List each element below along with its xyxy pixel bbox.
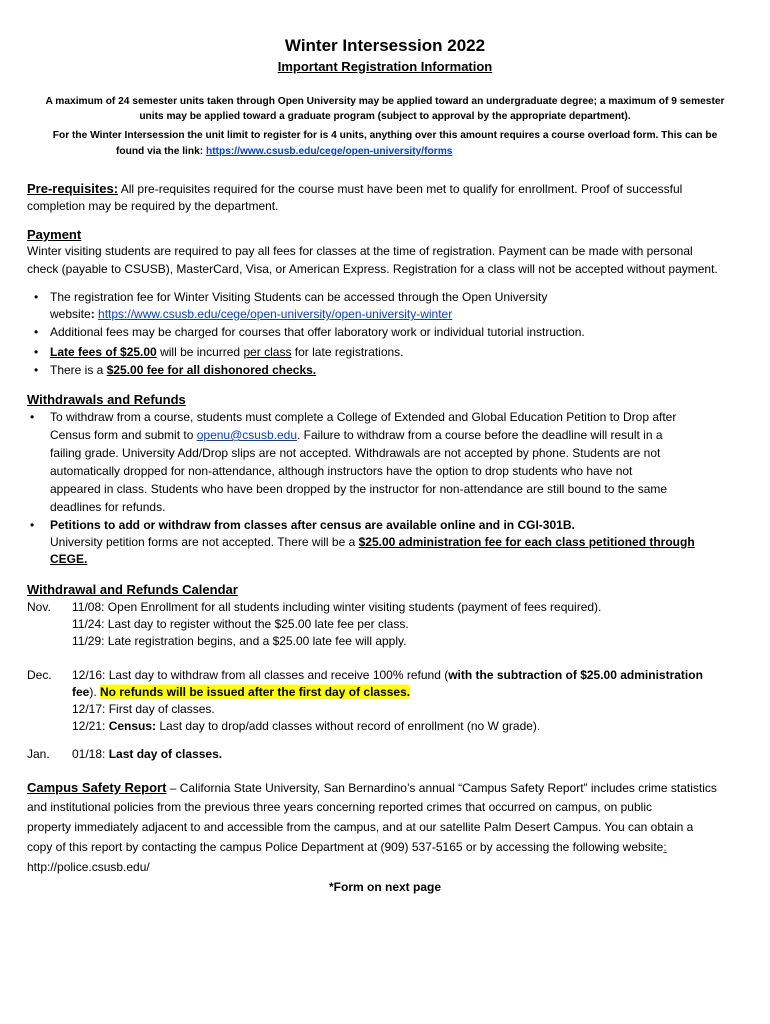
late-fee-end: for late registrations. <box>291 345 404 359</box>
payment-line1: Winter visiting students are required to pay all fees for classes at the time of registration. Payment can be made with personal <box>27 244 693 258</box>
bullet-icon: • <box>34 290 39 304</box>
petition-line1: Petitions to add or withdraw from classes after census are available online and in CGI-301B. <box>50 518 575 532</box>
payment-bullet4 <box>50 363 316 377</box>
safety-line3: property immediately adjacent to and accessible from the campus, and at our satellite Palm Desert Campus. You can obtain a <box>27 820 694 834</box>
safety-line2: and institutional policies from the previous three years concerning reported crimes that occurred on campus, on public <box>27 800 652 814</box>
late-fee-text: will be incurred <box>156 345 244 359</box>
jan-item-1-date: 01/18: <box>72 747 109 761</box>
last-day-classes: Last day of classes. <box>108 747 223 761</box>
per-class-text: per class <box>243 345 292 359</box>
census-label: Census: <box>108 719 157 733</box>
calendar-heading: Withdrawal and Refunds Calendar <box>27 582 238 597</box>
dec-item-1-text: 12/16: Last day to withdraw from all classes and receive 100% refund ( <box>72 668 449 682</box>
prereq-line1 <box>27 181 682 196</box>
no-refunds-notice: No refunds will be issued after the first day of classes. <box>100 685 411 699</box>
month-nov: Nov. <box>27 600 51 614</box>
nov-item-1: 11/08: Open Enrollment for all students including winter visiting students (payment of fees required). <box>72 600 602 614</box>
withdraw-line2 <box>50 428 663 442</box>
website-colon: : <box>90 307 99 321</box>
bullet-icon: • <box>34 325 39 339</box>
website-label: website <box>50 307 91 321</box>
bullet-icon: • <box>30 410 35 424</box>
openu-email-link[interactable]: openu@csusb.edu <box>196 428 297 442</box>
winter-info-link[interactable]: https://www.csusb.edu/cege/open-university/open-university-winter <box>98 307 453 321</box>
intro-limit-text: found via the link: <box>116 146 206 157</box>
fee-punct: ). <box>89 685 101 699</box>
month-jan: Jan. <box>27 747 50 761</box>
dec-item-2: 12/17: First day of classes. <box>72 702 215 716</box>
dec-item-3-date: 12/21: <box>72 719 109 733</box>
fee-word: fee <box>72 685 90 699</box>
bullet-icon: • <box>34 345 39 359</box>
admin-fee-text: $25.00 administration fee for each class petitioned through <box>358 535 695 549</box>
withdraw-line4: automatically dropped for non-attendance, although instructors have the option to drop students who have not <box>50 464 633 478</box>
prereq-heading: Pre-requisites: <box>27 181 119 196</box>
payment-bullet3 <box>50 345 404 359</box>
bullet-icon: • <box>34 363 39 377</box>
payment-bullet1-line2 <box>50 307 452 321</box>
bullet-icon: • <box>30 518 35 532</box>
payment-heading: Payment <box>27 227 82 242</box>
withdraw-line5: appeared in class. Students who have been dropped by the instructor for non-attendance are still bound to the same <box>50 482 668 496</box>
check-fee-amount: $25.00 fee for all dishonored checks. <box>106 363 317 377</box>
dec-item-3-text: Last day to drop/add classes without record of enrollment (no W grade). <box>156 719 541 733</box>
page-title: Winter Intersession 2022 <box>284 36 486 55</box>
withdraw-line1: To withdraw from a course, students must complete a College of Extended and Global Education Petition to Drop after <box>50 410 677 424</box>
police-url: http://police.csusb.edu/ <box>27 860 150 874</box>
safety-line4-text: copy of this report by contacting the campus Police Department at (909) 537-5165 or by accessing the following website <box>27 840 664 854</box>
dec-item-1-bold: with the subtraction of $25.00 administration <box>448 668 703 682</box>
forms-link[interactable]: https://www.csusb.edu/cege/open-university/forms <box>206 146 453 157</box>
dec-item-1-cont <box>72 685 410 699</box>
page-subtitle: Important Registration Information <box>277 59 493 74</box>
withdraw-line3: failing grade. University Add/Drop slips are not accepted. Withdrawals are not accepted by phone. Students are not <box>50 446 661 460</box>
jan-item-1 <box>72 747 222 761</box>
petition-line2 <box>50 535 695 549</box>
intro-units-line2: units may be applied toward a graduate program (subject to approval by the appropriate department). <box>139 111 631 122</box>
intro-units-line1: A maximum of 24 semester units taken through Open University may be applied toward an undergraduate degree; a maximum of 9 semester <box>45 96 725 107</box>
withdraw-line2-end: . Failure to withdraw from a course before the deadline will result in a <box>297 428 663 442</box>
late-fee-amount: Late fees of $25.00 <box>50 345 157 359</box>
payment-bullet1-line1: The registration fee for Winter Visiting Students can be accessed through the Open University <box>50 290 548 304</box>
prereq-line2: completion may be required by the department. <box>27 199 279 213</box>
safety-line4 <box>27 840 667 854</box>
nov-item-3: 11/29: Late registration begins, and a $25.00 late fee will apply. <box>72 634 407 648</box>
withdraw-line6: deadlines for refunds. <box>50 500 166 514</box>
safety-line1-text: – California State University, San Bernardino’s annual “Campus Safety Report” includes crime statistics <box>166 781 717 795</box>
month-dec: Dec. <box>27 668 52 682</box>
payment-bullet2: Additional fees may be charged for courses that offer laboratory work or individual tutorial instruction. <box>50 325 585 339</box>
nov-item-2: 11/24: Last day to register without the $25.00 late fee per class. <box>72 617 409 631</box>
safety-line1 <box>27 780 717 795</box>
safety-colon-link[interactable]: : <box>663 840 667 854</box>
payment-line2: check (payable to CSUSB), MasterCard, Visa, or American Express. Registration for a class will not be accepted without payment. <box>27 262 718 276</box>
intro-limit-line1: For the Winter Intersession the unit limit to register for is 4 units, anything over this amount requires a course overload form. This can be <box>52 130 718 141</box>
intro-limit-line2 <box>116 146 452 157</box>
petition-line3: CEGE. <box>50 552 88 566</box>
dec-item-1 <box>72 668 703 682</box>
footer-note: *Form on next page <box>328 880 441 894</box>
dec-item-3 <box>72 719 540 733</box>
withdrawals-heading: Withdrawals and Refunds <box>27 392 186 407</box>
petition-text: University petition forms are not accepted. There will be a <box>50 535 359 549</box>
safety-heading: Campus Safety Report <box>27 780 167 795</box>
prereq-text: All pre-requisites required for the course must have been met to qualify for enrollment. Proof of successful <box>118 182 683 196</box>
check-fee-prefix: There is a <box>50 363 107 377</box>
withdraw-line2-text: Census form and submit to <box>50 428 197 442</box>
